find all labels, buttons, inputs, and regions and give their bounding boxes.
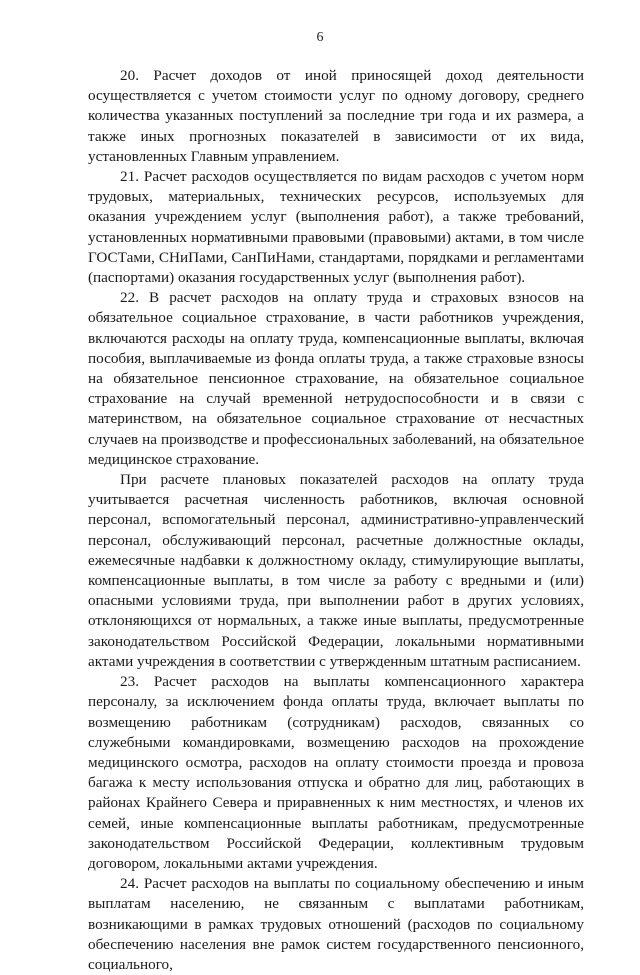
page-number: 6 <box>316 30 324 45</box>
paragraph-23-compensation-payments: 23. Расчет расходов на выплаты компенсационного характера персоналу, за исключением фонда оплаты труда, включает выплаты по возмещению работникам (сотрудникам) расходов, связанных со служебными командировками, возмещению расходов на прохождение медицинского осмотра, расходов на оплату стоимости проезда и провоза багажа к месту использования отпуска и обратно для лиц, работающих в районах Крайнего Севера и приравненных к ним местностях, и членов их семей, иные компенсационные выплаты работникам, предусмотренные законодательством Российской Федерации, коллективным трудовым договором, локальными актами учреждения. <box>88 673 584 872</box>
paragraph-24-social-payments: 24. Расчет расходов на выплаты по социальному обеспечению и иным выплатам населению, не связанным с выплатами работникам, возникающими в рамках трудовых отношений (расходов по социальному обеспечению населения вне рамок систем государственного пенсионного, социального, <box>88 875 584 973</box>
paragraph-20-income-calculation: 20. Расчет доходов от иной приносящей доход деятельности осуществляется с учетом стоимости услуг по одному договору, среднего количества указанных поступлений за последние три года и их размера, а также иных прогнозных показателей в зависимости от их вида, установленных Главным управлением. <box>88 67 584 165</box>
paragraph-payroll-planning: При расчете плановых показателей расходов на оплату труда учитывается расчетная численность работников, включая основной персонал, вспомогательный персонал, административно-управленческий персонал, обслуживающий персонал, расчетные должностные оклады, ежемесячные надбавки к должностному окладу, стимулирующие выплаты, компенсационные выплаты, в том числе за работу с вредными и (или) опасными условиями труда, при выполнении работ в других условиях, отклоняющихся от нормальных, а также иные выплаты, предусмотренные законодательством Российской Федерации, локальными нормативными актами учреждения в соответствии с утвержденным штатным расписанием. <box>88 471 584 670</box>
paragraph-21-expense-calculation: 21. Расчет расходов осуществляется по видам расходов с учетом норм трудовых, материальных, технических ресурсов, используемых для оказания учреждением услуг (выполнения работ), а также требований, установленных нормативными правовыми (правовыми) актами, в том числе ГОСТами, СНиПами, СанПиНами, стандартами, порядками и регламентами (паспортами) оказания государственных услуг (выполнения работ). <box>88 168 584 287</box>
paragraph-22-payroll-insurance: 22. В расчет расходов на оплату труда и страховых взносов на обязательное социальное страхование, в части работников учреждения, включаются расходы на оплату труда, компенсационные выплаты, включая пособия, выплачиваемые из фонда оплаты труда, а также страховые взносы на обязательное пенсионное страхование, на обязательное социальное страхование на случай временной нетрудоспособности и в связи с материнством, на обязательное социальное страхование от несчастных случаев на производстве и профессиональных заболеваний, на обязательное медицинское страхование. <box>88 289 584 468</box>
document-body <box>88 66 584 975</box>
